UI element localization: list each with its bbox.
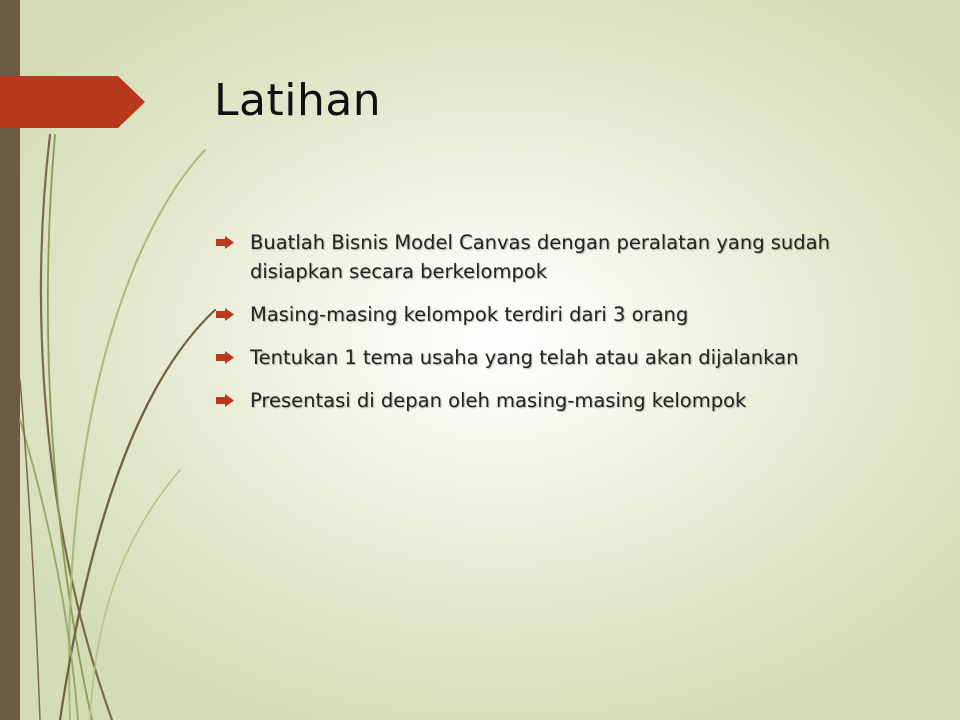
bullet-item — [216, 228, 896, 286]
slide-title: Latihan — [214, 75, 382, 126]
arrow-right-icon — [216, 236, 234, 249]
bullet-item — [216, 300, 896, 329]
bullet-list — [216, 228, 896, 429]
arrow-right-icon — [216, 351, 234, 364]
bullet-text: Buatlah Bisnis Model Canvas dengan peralatan yang sudah disiapkan secara berkelompok — [250, 231, 830, 283]
bullet-text: Masing-masing kelompok terdiri dari 3 orang — [250, 303, 689, 326]
bullet-text: Tentukan 1 tema usaha yang telah atau akan dijalankan — [250, 346, 799, 369]
bullet-text: Presentasi di depan oleh masing-masing kelompok — [250, 389, 747, 412]
bullet-item — [216, 386, 896, 415]
bullet-item — [216, 343, 896, 372]
arrow-right-icon — [216, 394, 234, 407]
title-accent-tab — [0, 76, 145, 128]
arrow-right-icon — [216, 308, 234, 321]
